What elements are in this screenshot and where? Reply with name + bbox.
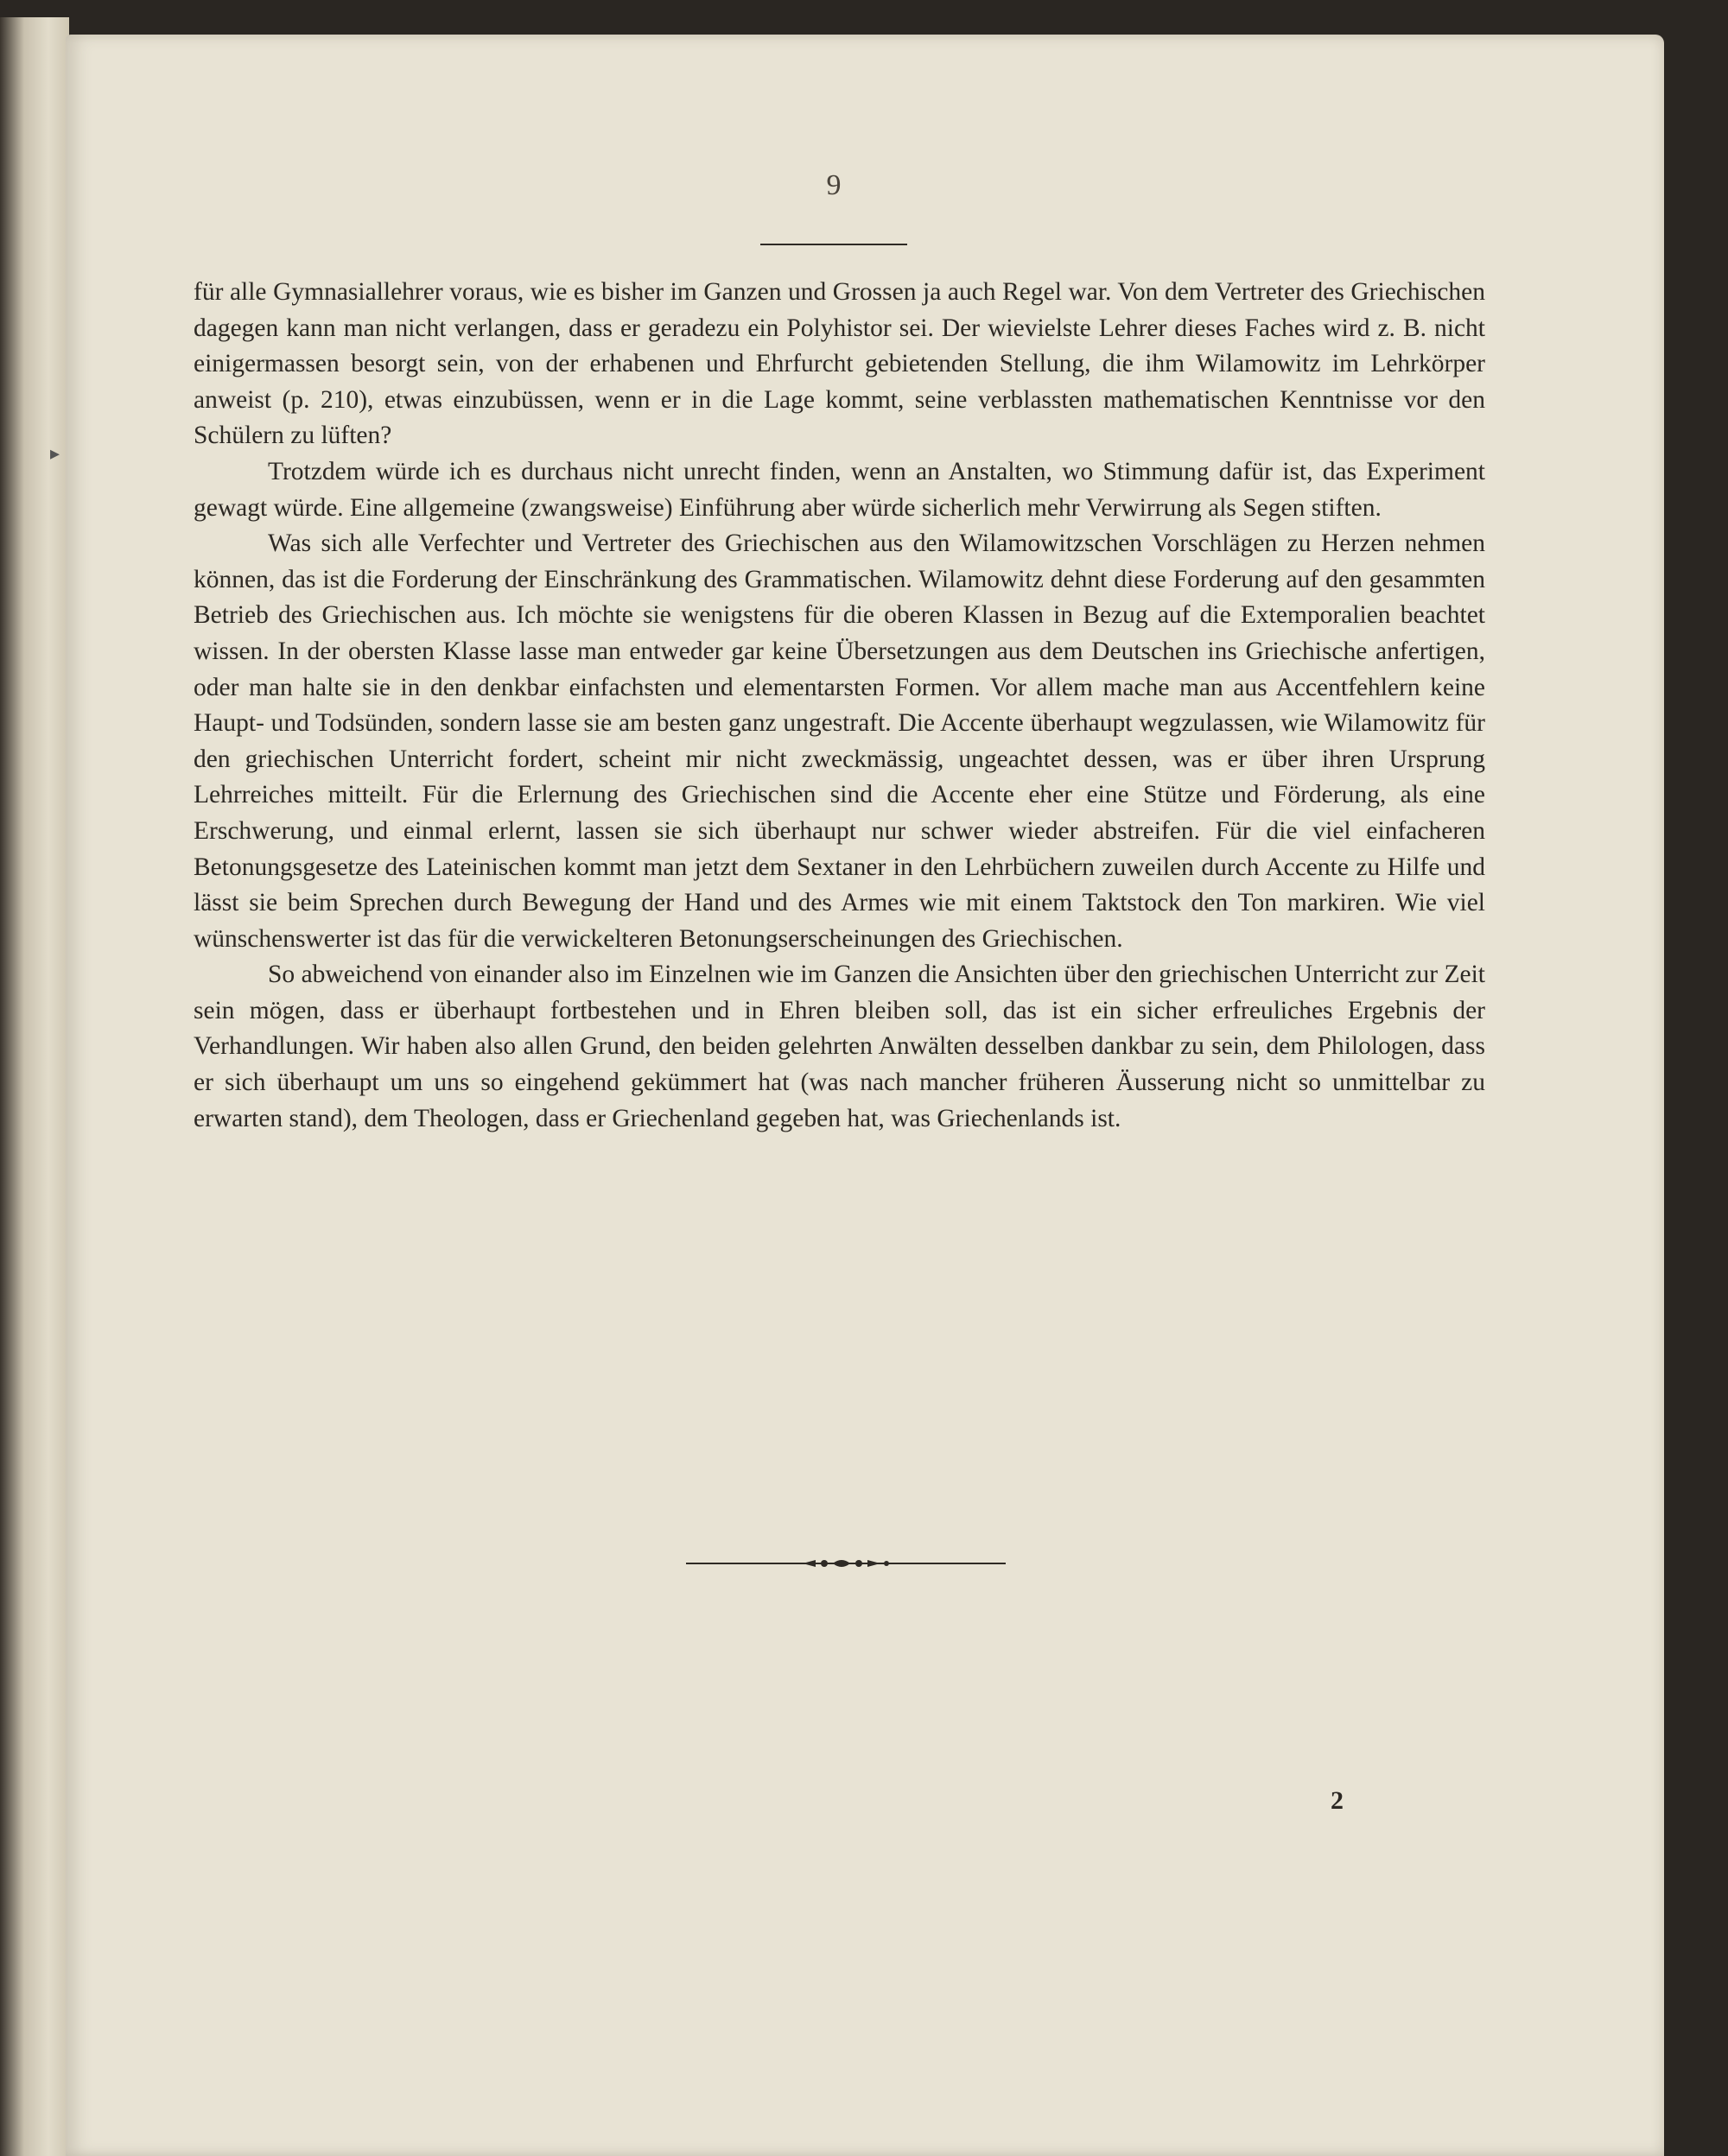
- sheet-number: 2: [1331, 1786, 1344, 1815]
- ornament-divider: [686, 1555, 1006, 1572]
- margin-mark: ▸: [50, 442, 60, 464]
- paragraph-2: Trotzdem würde ich es durchaus nicht unrecht finden, wenn an Anstalten, wo Stimmung dafür ist, das Experiment gewagt würde. Eine allgemeine (zwangsweise) Einführung aber würde sicherlich mehr Verwirrung als Segen stiften.: [194, 457, 1485, 522]
- body-text: [194, 275, 1485, 1137]
- header-rule: [760, 244, 907, 245]
- paragraph-3: Was sich alle Verfechter und Vertreter des Griechischen aus den Wilamowitzschen Vorschlägen zu Herzen nehmen können, das ist die Forderung der Einschränkung des Grammatischen. Wilamowitz dehnt diese Forderung auf den gesammten Betrieb des Griechischen aus. Ich möchte sie wenigstens für die oberen Klassen in Bezug auf die Extemporalien beachtet wissen. In der obersten Klasse lasse man entweder gar keine Übersetzungen aus dem Deutschen ins Griechische anfertigen, oder man halte sie in den denkbar einfachsten und elementarsten Formen. Vor allem mache man aus Accentfehlern keine Haupt- und Todsünden, sondern lasse sie am besten ganz ungestraft. Die Accente überhaupt wegzulassen, wie Wilamowitz für den griechischen Unterricht fordert, scheint mir nicht zweckmässig, ungeachtet dessen, was er über ihren Ursprung Lehrreiches mitteilt. Für die Erlernung des Griechischen sind die Accente eher eine Stütze und Förderung, als eine Erschwerung, und einmal erlernt, lassen sie sich überhaupt nur schwer wieder abstreifen. Für die viel einfacheren Betonungsgesetze des Lateinischen kommt man jetzt dem Sextaner in den Lehrbüchern zuweilen durch Accente zu Hilfe und lässt sie beim Sprechen durch Bewegung der Hand und des Armes wie mit einem Taktstock den Ton markiren. Wie viel wünschenswerter ist das für die verwickelteren Betonungserscheinungen des Griechischen.: [194, 529, 1485, 953]
- page-number: 9: [826, 169, 842, 201]
- paragraph-4: So abweichend von einander also im Einzelnen wie im Ganzen die Ansichten über den griechischen Unterricht zur Zeit sein mögen, dass er überhaupt fortbestehen und in Ehren bleiben soll, das ist ein sicher erfreuliches Ergebnis der Verhandlungen. Wir haben also allen Grund, den beiden gelehrten Anwälten desselben dankbar zu sein, dem Philologen, dass er sich überhaupt um uns so eingehend gekümmert hat (was nach mancher früheren Äusserung nicht so unmittelbar zu erwarten stand), dem Theologen, dass er Griechenland gegeben hat, was Griechenlands ist.: [194, 961, 1485, 1132]
- left-page-edge: [0, 17, 69, 2156]
- paragraph-1: für alle Gymnasiallehrer voraus, wie es bisher im Ganzen und Grossen ja auch Regel war. Von dem Vertreter des Griechischen dagegen kann man nicht verlangen, dass er geradezu ein Polyhistor sei. Der wievielste Lehrer dieses Faches wird z. B. nicht einigermassen besorgt sein, von der erhabenen und Ehrfurcht gebietenden Stellung, die ihm Wilamowitz im Lehrkörper anweist (p. 210), etwas einzubüssen, wenn er in die Lage kommt, seine verblassten mathematischen Kenntnisse vor den Schülern zu lüften?: [194, 278, 1485, 450]
